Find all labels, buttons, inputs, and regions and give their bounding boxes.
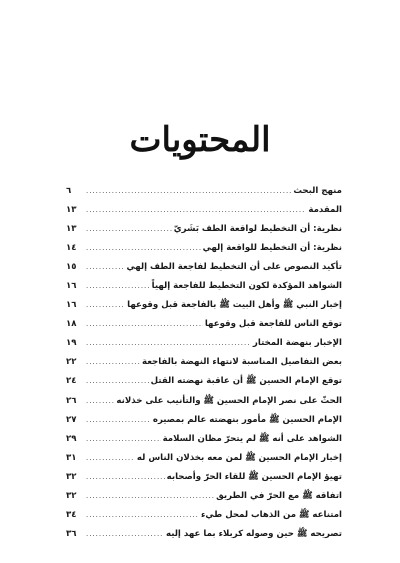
toc-entry-page-number: ٣٦ (66, 528, 77, 539)
toc-entry (66, 296, 342, 315)
dot-leader (86, 353, 140, 372)
toc-entry-page-number: ١٩ (66, 338, 77, 349)
toc-entry-title: الإخبار بنهضة المختار (252, 338, 342, 349)
toc-entry-page-number: ٢٧ (66, 414, 77, 425)
toc-entry (66, 487, 342, 506)
toc-entry-title: تهيؤ الإمام الحسين ﷺ للقاء الحرّ وأصحابه (166, 471, 342, 482)
toc-entry-title: الشواهد المؤكدة لكون التخطيط للفاجعة إلهياً (151, 281, 342, 292)
toc-entry (66, 468, 342, 487)
dot-leader (86, 334, 251, 353)
toc-entry-page-number: ١٤ (66, 243, 77, 254)
dot-leader (86, 372, 149, 391)
dot-leader (86, 258, 125, 277)
dot-leader (86, 220, 172, 239)
page-title: المحتويات (129, 120, 271, 160)
dot-leader (86, 411, 151, 430)
toc-entry-title: منهج البحث (293, 186, 342, 196)
toc-entry-title: بعض التفاصيل المناسبة لانتهاء النهضة بالفاجعة (142, 357, 342, 368)
toc-entry-page-number: ٢٦ (66, 395, 77, 406)
toc-entry (66, 258, 342, 277)
toc-entry-title: المقدمة (308, 205, 342, 216)
toc-entry (66, 449, 342, 468)
toc-entry-page-number: ١٣ (66, 205, 77, 216)
toc-entry (66, 315, 342, 334)
toc-entry-page-number: ٦ (66, 186, 72, 196)
dot-leader (86, 449, 135, 468)
toc-entry-title: توقع الإمام الحسين ﷺ أن عاقبة نهضته القتل (150, 376, 342, 387)
toc-entry-page-number: ٣١ (66, 452, 77, 463)
toc-entry (66, 525, 342, 544)
toc-entry (66, 334, 342, 353)
toc-entry-title: اتفاقه ﷺ مع الحرّ في الطريق (216, 490, 342, 501)
dot-leader (86, 315, 203, 334)
toc-entry (66, 201, 342, 220)
dot-leader (86, 430, 161, 449)
toc-entry (66, 277, 342, 296)
dot-leader (86, 201, 306, 220)
toc-entry-page-number: ٢٢ (66, 357, 77, 368)
dot-leader (86, 277, 150, 296)
dot-leader (86, 506, 199, 525)
toc-entry (66, 372, 342, 391)
toc-entry-title: تأكيد النصوص على أن التخطيط لفاجعة الطف إلهي (126, 262, 342, 273)
toc-entry (66, 220, 342, 239)
toc-entry (66, 353, 342, 372)
toc-entry-title: الحثّ على نصر الإمام الحسين ﷺ والتأنيب على خذلانه (116, 395, 342, 406)
toc-entry (66, 430, 342, 449)
dot-leader (86, 468, 165, 487)
toc-entry-page-number: ١٦ (66, 300, 77, 311)
toc-entry-title: توقع الناس للفاجعة قبل وقوعها (204, 319, 342, 330)
toc-entry-page-number: ١٨ (66, 319, 77, 330)
dot-leader (86, 296, 125, 315)
toc-entry-page-number: ٣٢ (66, 490, 77, 501)
toc-entry (66, 182, 342, 201)
toc-entry (66, 411, 342, 430)
toc-entry (66, 239, 342, 258)
toc-entry-page-number: ٣٤ (66, 509, 77, 520)
toc-entry-title: نظرية: أن التخطيط للواقعة إلهي (202, 243, 342, 254)
toc-entry-title: نظرية: أن التخطيط لواقعة الطف بَشَريّ (173, 224, 342, 235)
dot-leader (86, 239, 201, 258)
toc-entry-title: الشواهد على أنه ﷺ لم يتحرّ مظان السلامة (162, 433, 342, 444)
toc-entry-page-number: ٣٢ (66, 471, 77, 482)
dot-leader (86, 525, 164, 544)
dot-leader (86, 487, 214, 506)
toc-entry-title: إخبار الإمام الحسين ﷺ لمن معه بخذلان الناس له (136, 452, 342, 463)
toc-entry-page-number: ١٣ (66, 224, 77, 235)
toc-entry-title: إخبار النبي ﷺ وأهل البيت ﷺ بالفاجعة قبل وقوعها (127, 300, 342, 311)
toc-entry (66, 506, 342, 525)
toc-entry-page-number: ١٥ (66, 262, 77, 273)
toc-entry-page-number: ١٦ (66, 281, 77, 292)
toc-entry-title: امتناعه ﷺ من الذهاب لمحل طيء (201, 509, 342, 520)
table-of-contents (66, 182, 342, 544)
toc-entry-page-number: ٢٩ (66, 433, 77, 444)
toc-entry-title: تصريحه ﷺ حين وصوله كربلاء بما عهد إليه (165, 528, 342, 539)
dot-leader (86, 392, 114, 411)
dot-leader (86, 182, 291, 201)
toc-entry (66, 392, 342, 411)
toc-entry-page-number: ٢٤ (66, 376, 77, 387)
toc-entry-title: الإمام الحسين ﷺ مأمور بنهضته عالم بمصيره (152, 414, 342, 425)
